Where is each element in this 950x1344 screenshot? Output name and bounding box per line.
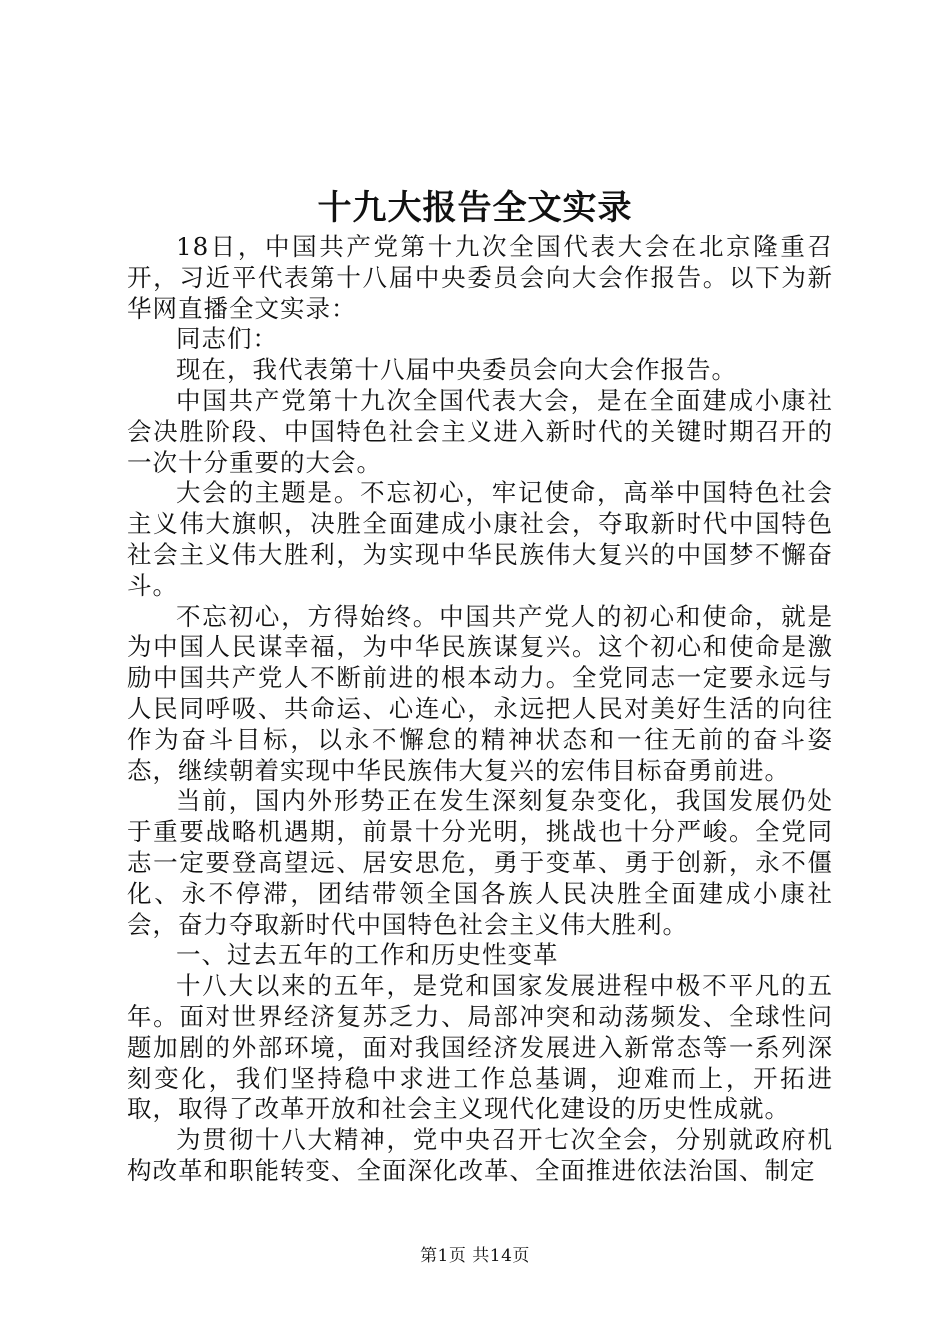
document-body bbox=[127, 232, 833, 1187]
document-title: 十九大报告全文实录 bbox=[317, 188, 633, 228]
section-heading: 一、过去五年的工作和历史性变革 bbox=[176, 940, 559, 970]
paragraph: 为贯彻十八大精神，党中央召开七次全会，分别就政府机构改革和职能转变、全面深化改革、全面推进依法治国、制定 bbox=[127, 1125, 833, 1185]
paragraph: 不忘初心，方得始终。中国共产党人的初心和使命，就是为中国人民谋幸福，为中华民族谋复兴。这个初心和使命是激励中国共产党人不断前进的根本动力。全党同志一定要永远与人民同呼吸、共命运、心连心，永远把人民对美好生活的向往作为奋斗目标，以永不懈怠的精神状态和一往无前的奋斗姿态，继续朝着实现中华民族伟大复兴的宏伟目标奋勇前进。 bbox=[127, 601, 833, 785]
paragraph: 18日，中国共产党第十九次全国代表大会在北京隆重召开，习近平代表第十八届中央委员会向大会作报告。以下为新华网直播全文实录： bbox=[127, 232, 833, 323]
paragraph: 十八大以来的五年，是党和国家发展进程中极不平凡的五年。面对世界经济复苏乏力、局部冲突和动荡频发、全球性问题加剧的外部环境，面对我国经济发展进入新常态等一系列深刻变化，我们坚持稳中求进工作总基调，迎难而上，开拓进取，取得了改革开放和社会主义现代化建设的历史性成就。 bbox=[127, 971, 833, 1124]
paragraph: 同志们： bbox=[176, 324, 278, 354]
paragraph: 大会的主题是。不忘初心，牢记使命，高举中国特色社会主义伟大旗帜，决胜全面建成小康社会，夺取新时代中国特色社会主义伟大胜利，为实现中华民族伟大复兴的中国梦不懈奋斗。 bbox=[127, 478, 833, 600]
page-footer: 第1页 共14页 bbox=[420, 1246, 530, 1266]
paragraph: 中国共产党第十九次全国代表大会，是在全面建成小康社会决胜阶段、中国特色社会主义进入新时代的关键时期召开的一次十分重要的大会。 bbox=[127, 385, 833, 477]
paragraph: 现在，我代表第十八届中央委员会向大会作报告。 bbox=[176, 355, 737, 385]
paragraph: 当前，国内外形势正在发生深刻复杂变化，我国发展仍处于重要战略机遇期，前景十分光明，挑战也十分严峻。全党同志一定要登高望远、居安思危，勇于变革、勇于创新，永不僵化、永不停滞，团结带领全国各族人民决胜全面建成小康社会，奋力夺取新时代中国特色社会主义伟大胜利。 bbox=[127, 786, 833, 939]
